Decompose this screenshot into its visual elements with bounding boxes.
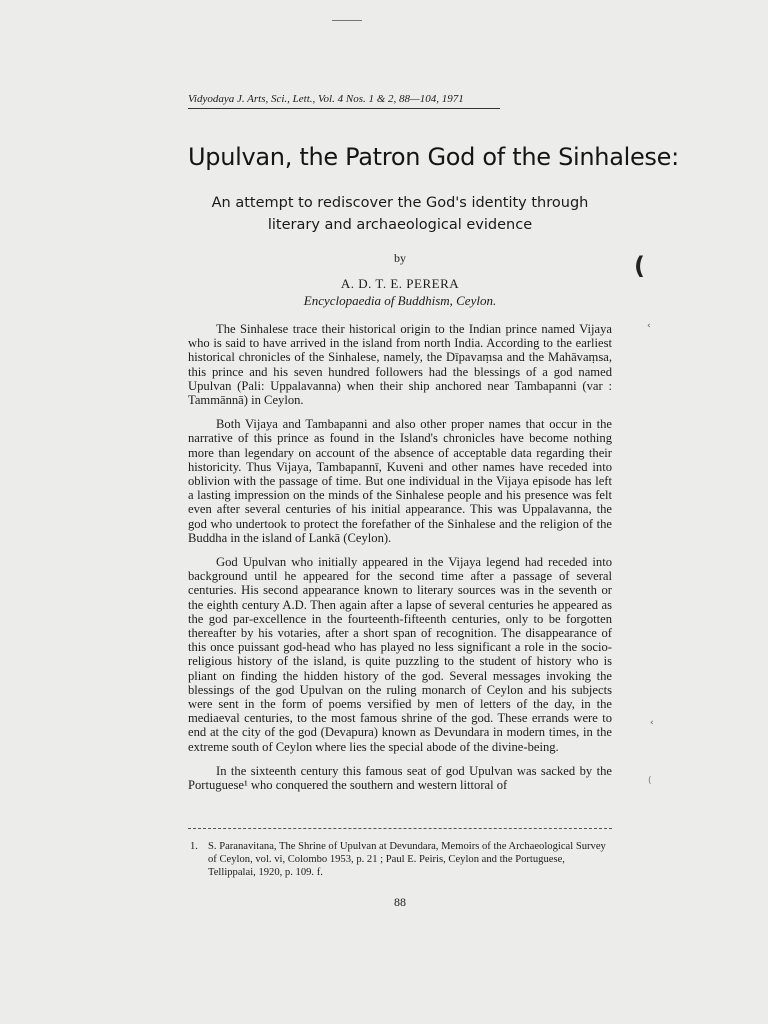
paragraph-3: God Upulvan who initially appeared in the Vijaya legend had receded into background until he appeared for the second time after a passage of several centuries. His second appearance known to literary sources was in the seventh or the eighth century A.D. Then again after a lapse of several centuries he appeared as the god par-excellence in the fourteenth-fifteenth centuries, only to be forgotten thereafter by his votaries, after a short span of recognition. The disappearance of this once puissant god-head who has played no less significant a role in the socio-religious history of the island, is quite puzzling to the student of history who is pliant on finding the hidden history of the god. Several messages invoking the blessings of the god Upulvan on the ruling monarch of Ceylon and his subjects were sent in the form of poems versified by men of letters of the day, in the mediaeval centuries, to the most famous shrine of the god. These errands were to end at the city of the god (Devapura) known as Devundara in modern times, in the extreme south of Ceylon where lies the special abode of the divine-being. — [188, 555, 612, 754]
footnote-text: S. Paranavitana, The Shrine of Upulvan at Devundara, Memoirs of the Archaeological Survey of Ceylon, vol. vi, Colombo 1953, p. 21 ; Paul E. Peiris, Ceylon and the Portuguese, Tellippalai, 1920, p. 109. f. — [208, 841, 606, 878]
article-subtitle: An attempt to rediscover the God's identity through literary and archaeological evidence — [211, 195, 589, 233]
journal-reference: Vidyodaya J. Arts, Sci., Lett., Vol. 4 Nos. 1 & 2, 88—104, 1971 — [188, 93, 464, 105]
paragraph-1: The Sinhalese trace their historical origin to the Indian prince named Vijaya who is said to have arrived in the island from north India. According to the earliest historical chronicles of the Sinhalese, namely, the Dīpavaṃsa and the Mahāvaṃsa, this prince and his seven hundred followers had the blessings of a god named Upulvan (Pali: Uppalavanna) when their ship anchored near Tambapanni (var : Tammānnā) in Ceylon. — [188, 322, 612, 408]
header-rule — [188, 108, 500, 109]
footnote-number: 1. — [190, 841, 198, 852]
margin-tick-mark: ‹ — [650, 718, 654, 728]
author-affiliation: Encyclopaedia of Buddhism, Ceylon. — [303, 293, 497, 308]
top-scan-mark — [332, 20, 362, 21]
margin-tick-mark: ‹ — [647, 321, 651, 331]
byline-by: by — [394, 251, 406, 265]
footnote — [190, 840, 610, 879]
article-body — [188, 322, 612, 792]
author-name: A. D. T. E. PERERA — [340, 276, 460, 291]
page-number: 88 — [394, 895, 406, 909]
margin-tick-mark: ( — [648, 776, 652, 786]
paragraph-4: In the sixteenth century this famous seat of god Upulvan was sacked by the Portuguese¹ who conquered the southern and western littoral of — [188, 763, 612, 793]
margin-paren-mark: ( — [634, 252, 645, 280]
article-title: Upulvan, the Patron God of the Sinhalese: — [188, 143, 679, 171]
footnote-rule — [188, 828, 612, 829]
paragraph-2: Both Vijaya and Tambapanni and also other proper names that occur in the narrative of this prince as found in the Island's chronicles have become nothing more than legendary on account of the absence of acceptable data regarding their historicity. Thus Vijaya, Tambapannī, Kuveni and other names have receded into oblivion with the passage of time. But one individual in the Vijaya episode has left a lasting impression on the minds of the Sinhalese people and his presence was felt even after several centuries of his initial appearance. This was Uppalavanna, the god who undertook to protect the forefather of the Sinhalese and the religion of the Buddha in the island of Lankā (Ceylon). — [188, 417, 612, 545]
